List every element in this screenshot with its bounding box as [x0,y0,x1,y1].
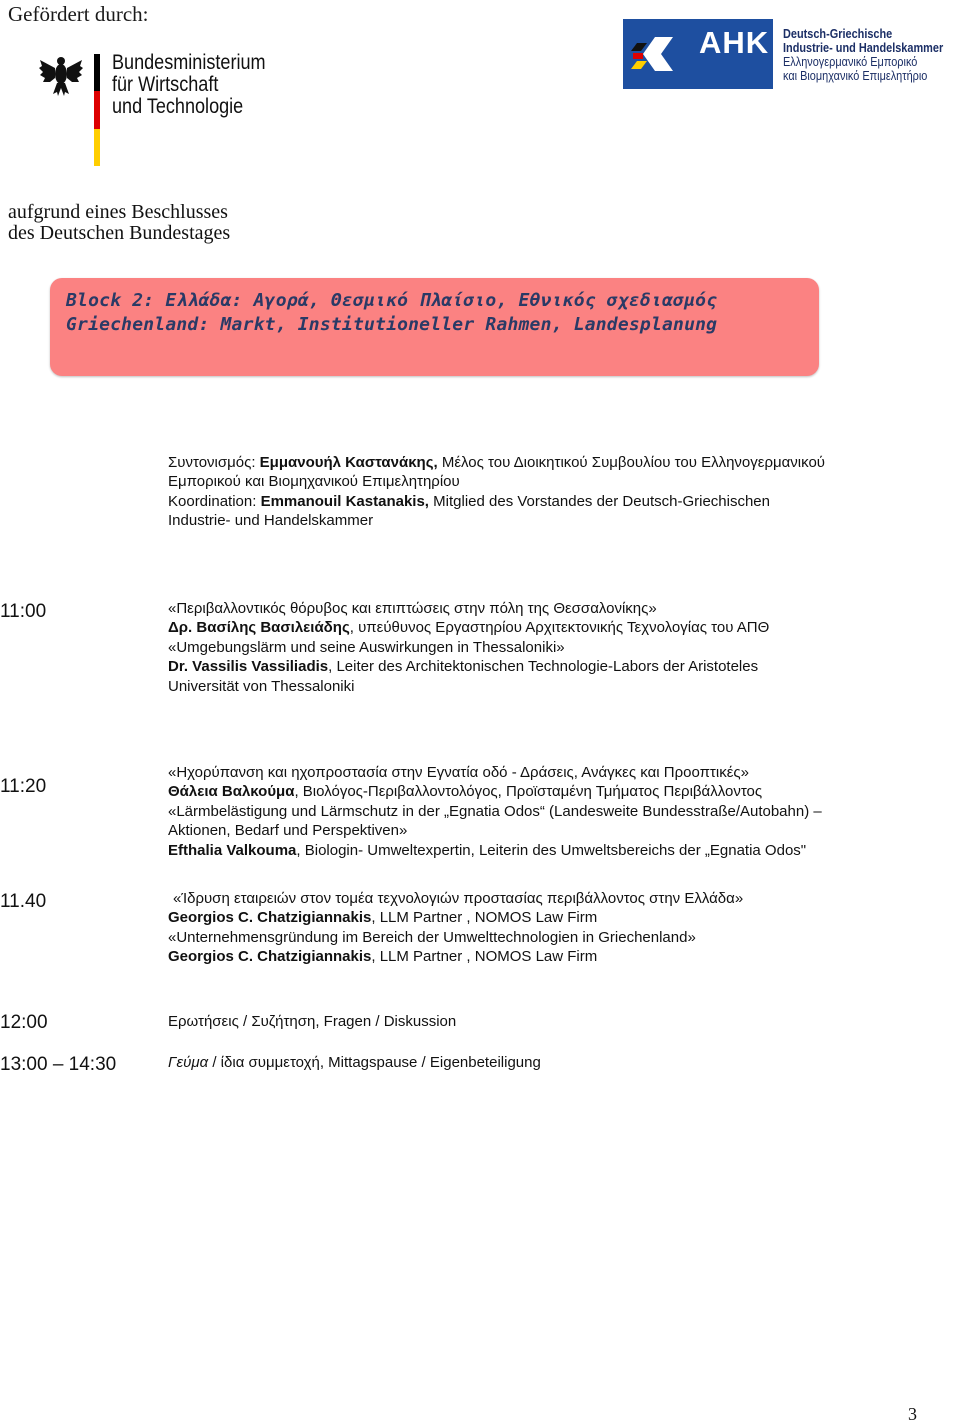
funded-by-label: Gefördert durch: [8,2,149,26]
speaker-role-gr: , υπεύθυνος Εργαστηρίου Αρχιτεκτονικής Τεχνολογίας του ΑΠΘ [349,619,770,637]
talk-title-de: «Umgebungslärm und seine Auswirkungen in Thessaloniki» [168,638,565,656]
talk-title-gr: «Περιβαλλοντικός θόρυβος και επιπτώσεις στην πόλη της Θεσσαλονίκης» [168,600,657,617]
lunch-detail: / ίδια συμμετοχή, Mittagspause / Eigenbeteiligung [208,1054,541,1071]
coordination-label-gr: Συντονισμός: [168,454,260,471]
ahk-chamber-name: Deutsch-Griechische Industrie- und Handelskammer Ελληνογερμανικό Εμπορικό και Βιομηχανικό Επιμελητήριο [783,26,944,83]
speaker-name: Georgios C. Chatzigiannakis [168,948,372,966]
speaker-role: , LLM Partner , NOMOS Law Firm [371,948,598,966]
bundestag-note: aufgrund eines Beschlusses des Deutschen Bundestages [8,201,231,244]
agenda-item-discussion: Ερωτήσεις / Συζήτηση, Fragen / Diskussion [168,1013,457,1030]
coordinator-role-gr: Μέλος του Διοικητικού Συμβουλίου του Ελληνογερμανικού [437,454,825,471]
speaker-role-de: , Biologin- Umweltexpertin, Leiterin des Umweltsbereichs der „Egnatia Odos" [296,841,807,859]
coordination-block [168,453,825,531]
ahk-logo-block [623,19,773,89]
agenda-time: 11.40 [0,891,47,912]
speaker-role-de: , Leiter des Architektonischen Technologie-Labors der Aristoteles [328,658,759,676]
lunch-label: Γεύμα [168,1054,209,1071]
block-banner [50,278,819,376]
speaker-name-de: Dr. Vassilis Vassiliadis [168,658,329,676]
agenda-item [168,763,822,860]
talk-title-de: «Lärmbelästigung und Lärmschutz in der „Egnatia Odos“ (Landesweite Bundesstraße/Autobahn) – [168,802,822,820]
coordinator-name-de: Emmanouil Kastanakis, [260,492,429,510]
speaker-name-de: Efthalia Valkouma [168,841,297,859]
coordinator-role-gr-cont: Εμπορικού και Βιομηχανικού Επιμελητηρίου [168,473,460,491]
coordination-label-de: Koordination: [168,492,261,510]
agenda-time: 12:00 [0,1012,48,1033]
page-number: 3 [908,1404,917,1424]
ahk-chevron-icon [627,19,697,89]
agenda-item-lunch [168,1053,541,1072]
talk-title-de: «Unternehmensgründung im Bereich der Umwelttechnologien in Griechenland» [168,928,696,946]
speaker-role-gr: , Βιολόγος-Περιβαλλοντολόγος, Προϊσταμένη Τμήματος Περιβάλλοντος [294,783,763,801]
agenda-time: 13:00 – 14:30 [0,1054,117,1075]
talk-title-gr: «Ηχορύπανση και ηχοπροστασία στην Εγνατία οδό - Δράσεις, Ανάγκες και Προοπτικές» [168,764,749,781]
coordinator-name-gr: Εμμανουήλ Καστανάκης, [259,454,438,471]
agenda-time: 11:00 [0,601,47,622]
bmwi-name: Bundesministerium für Wirtschaft und Technologie [112,51,266,118]
german-flag-bar [94,54,100,166]
speaker-name-gr: Θάλεια Βαλκούμα [168,783,295,801]
talk-title-de-cont: Aktionen, Bedarf und Perspektiven» [168,822,408,840]
coordinator-role-de-cont: Industrie- und Handelskammer [168,512,374,530]
banner-title-gr: Block 2: Ελλάδα: Αγορά, Θεσμικό Πλαίσιο, Εθνικός σχεδιασμός [66,290,718,311]
speaker-name: Georgios C. Chatzigiannakis [168,909,372,927]
speaker-role-de-cont: Universität von Thessaloniki [168,677,355,695]
talk-title-gr: «Ίδρυση εταιρειών στον τομέα τεχνολογιών προστασίας περιβάλλοντος στην Ελλάδα» [173,890,744,907]
banner-title-de: Griechenland: Markt, Institutioneller Rahmen, Landesplanung [66,314,718,335]
agenda-item [168,889,743,967]
ahk-word: AHK [699,25,770,60]
ahk-logo [623,19,960,91]
speaker-role: , LLM Partner , NOMOS Law Firm [371,909,598,927]
agenda-time: 11:20 [0,776,47,797]
bmwi-logo [38,50,288,170]
agenda-item [168,599,769,696]
speaker-name-gr: Δρ. Βασίλης Βασιλειάδης [168,619,350,637]
federal-eagle-icon [38,52,84,98]
coordinator-role-de: Mitglied des Vorstandes der Deutsch-Griechischen [428,492,770,510]
